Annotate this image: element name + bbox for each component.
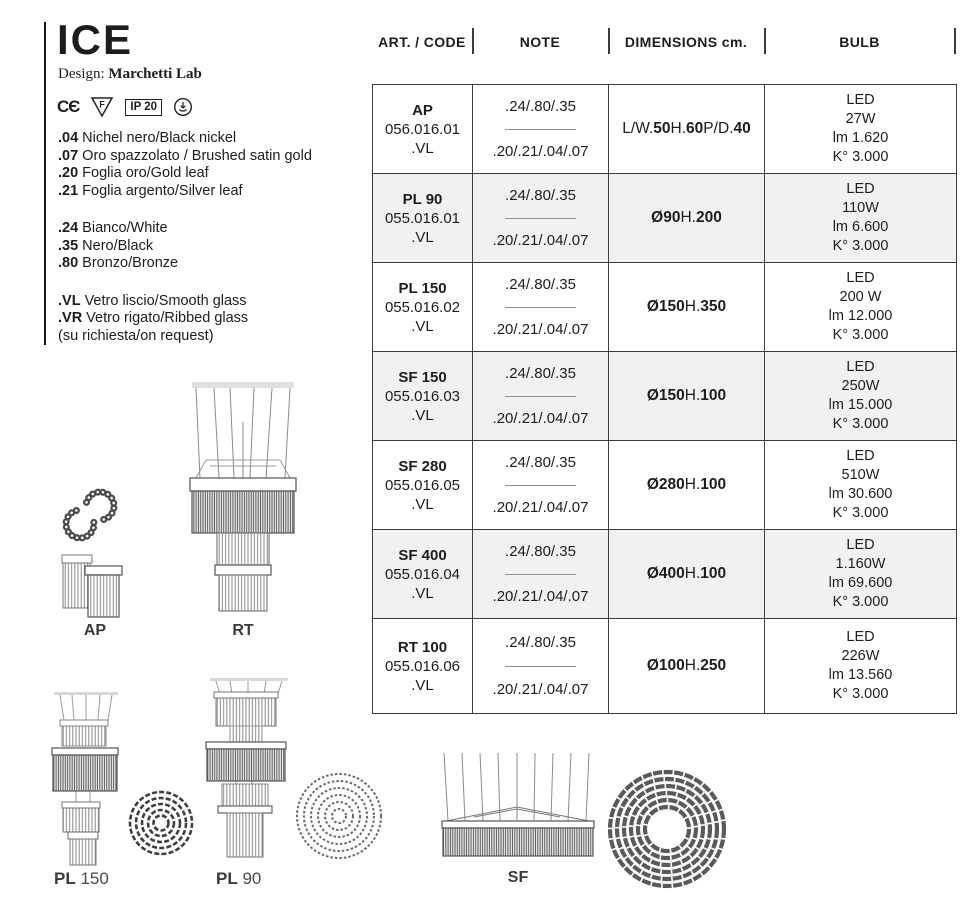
art-code-cell [373,85,473,173]
header-separator [608,28,610,54]
rt-label: RT [232,622,254,639]
finish-label: Nero/Black [82,237,154,254]
pl90-label-bold: PL [216,869,238,888]
table-row [373,173,956,262]
finish-code: .35 [58,237,79,254]
bulb-cell: LED 226W lm 13.560 K° 3.000 [828,629,893,702]
bulb-cell: LED 510W lm 30.600 K° 3.000 [828,448,893,521]
glass-suffix: .VL [411,228,434,246]
finish-code: .24 [58,220,79,236]
art-code-cell [373,174,473,262]
finish-item [58,183,312,201]
table-row [373,262,956,351]
color-finish-group [58,220,312,273]
note-finishes-bottom: .20/.21/.04/.07 [492,587,589,605]
f-triangle-icon [90,96,114,118]
finish-item [58,255,312,273]
note-cell [473,85,609,173]
finish-label: Bianco/White [82,220,168,236]
note-finishes-bottom: .20/.21/.04/.07 [492,231,589,249]
note-cell [473,441,609,529]
spec-table-body [372,84,957,714]
pl90-label [216,869,261,889]
finish-label: Foglia argento/Silver leaf [82,182,243,199]
sf-top-drawing [604,766,730,892]
pl150-label [54,869,109,889]
header-separator [472,28,474,54]
ce-mark-icon: CЄ [57,97,80,116]
svg-text:F: F [99,99,106,110]
finish-label: Vetro rigato/Ribbed glass [86,310,249,326]
pl150-label-bold: PL [54,869,76,888]
designer-name: Marchetti Lab [108,66,202,82]
finish-label: Oro spazzolato / Brushed satin gold [82,147,312,164]
note-finishes-top: .24/.80/.35 [505,441,576,486]
table-row [373,351,956,440]
note-finishes-bottom: .20/.21/.04/.07 [492,409,589,427]
product-title: ICE [57,16,134,63]
finish-item [58,148,312,166]
article-code: 056.016.01 [384,120,461,138]
metal-finish-group [58,130,312,200]
finish-legend [58,130,312,345]
table-row [373,618,956,713]
glass-suffix: .VL [411,406,434,424]
col-header-note: NOTE [519,34,561,50]
pl90-drawing [200,676,386,866]
finish-code: .20 [58,165,79,181]
finish-code: .VR [58,310,83,326]
glass-suffix: .VL [411,139,434,157]
ap-drawing [48,482,144,622]
col-header-art-code: ART. / CODE [378,34,466,50]
dimensions-cell: Ø150 H. 350 [609,263,765,351]
sf-label: SF [507,869,529,886]
glass-suffix: .VL [411,584,434,602]
art-code-cell [373,619,473,713]
bulb-cell: LED 250W lm 15.000 K° 3.000 [828,359,893,432]
dimensions-cell: Ø280 H. 100 [609,441,765,529]
pl150-label-num: 150 [80,869,109,888]
ap-label: AP [83,622,107,639]
note-finishes-bottom: .20/.21/.04/.07 [492,681,589,699]
note-finishes-top: .24/.80/.35 [505,619,576,667]
bulb-cell: LED 27W lm 1.620 K° 3.000 [832,92,889,165]
col-header-dimensions: DIMENSIONS cm. [624,34,748,50]
glass-suffix: .VL [411,676,434,694]
dimensions-cell: Ø90 H. 200 [609,174,765,262]
model-name: AP [412,101,433,119]
glass-note: (su richiesta/on request) [58,327,214,344]
ip-rating-badge: IP 20 [125,99,162,116]
bulb-cell: LED 1.160W lm 69.600 K° 3.000 [828,537,893,610]
article-code: 055.016.02 [384,298,461,316]
dimensions-cell: L/W. 50 H. 60 P/D. 40 [609,85,765,173]
finish-code: .07 [58,147,79,164]
dimensions-cell: Ø400 H. 100 [609,530,765,618]
dimensions-cell: Ø100 H. 250 [609,619,765,713]
glass-suffix: .VL [411,317,434,335]
finish-code: .VL [58,292,81,309]
note-cell [473,263,609,351]
article-code: 055.016.06 [384,657,461,675]
finish-code: .21 [58,182,79,199]
note-finishes-top: .24/.80/.35 [505,530,576,575]
article-code: 055.016.03 [384,387,461,405]
col-header-bulb: BULB [839,34,880,50]
model-name: RT 100 [397,638,448,656]
art-code-cell [373,352,473,440]
finish-item [58,238,312,256]
art-code-cell [373,263,473,351]
model-name: SF 150 [398,368,447,386]
note-finishes-top: .24/.80/.35 [505,85,576,130]
model-name: SF 280 [398,457,447,475]
finish-label: Foglia oro/Gold leaf [82,165,209,181]
glass-suffix: .VL [411,495,434,513]
rt-drawing [186,382,300,614]
lamp-class-icon [173,97,193,117]
model-name: PL 150 [398,279,447,297]
design-prefix: Design: [58,66,105,82]
bulb-cell: LED 200 W lm 12.000 K° 3.000 [828,270,893,343]
note-cell [473,174,609,262]
note-cell [473,352,609,440]
note-finishes-top: .24/.80/.35 [505,352,576,397]
note-finishes-top: .24/.80/.35 [505,263,576,308]
dimensions-cell: Ø150 H. 100 [609,352,765,440]
pl150-drawing [46,690,196,868]
table-row [373,85,956,173]
glass-group [58,293,312,346]
note-cell [473,619,609,713]
finish-item [58,220,312,238]
art-code-cell [373,441,473,529]
bulb-cell: LED 110W lm 6.600 K° 3.000 [832,181,889,254]
certification-row [57,96,193,118]
note-cell [473,530,609,618]
note-finishes-bottom: .20/.21/.04/.07 [492,320,589,338]
finish-item [58,165,312,183]
finish-label: Bronzo/Bronze [82,255,179,271]
article-code: 055.016.05 [384,476,461,494]
table-header [372,30,955,54]
finish-code: .80 [58,255,79,271]
note-finishes-bottom: .20/.21/.04/.07 [492,142,589,160]
design-credit [58,66,202,83]
model-name: PL 90 [402,190,443,208]
finish-item [58,130,312,148]
header-separator [954,28,956,54]
sf-side-drawing [438,753,598,865]
finish-item [58,293,312,311]
left-vertical-rule [44,22,46,345]
article-code: 055.016.01 [384,209,461,227]
note-finishes-top: .24/.80/.35 [505,174,576,219]
table-row [373,440,956,529]
model-name: SF 400 [398,546,447,564]
table-row [373,529,956,618]
note-finishes-bottom: .20/.21/.04/.07 [492,498,589,516]
pl90-label-num: 90 [242,869,262,888]
art-code-cell [373,530,473,618]
finish-label: Nichel nero/Black nickel [82,130,237,146]
header-separator [764,28,766,54]
finish-label: Vetro liscio/Smooth glass [84,292,247,309]
finish-item [58,310,312,328]
finish-code: .04 [58,130,79,146]
article-code: 055.016.04 [384,565,461,583]
